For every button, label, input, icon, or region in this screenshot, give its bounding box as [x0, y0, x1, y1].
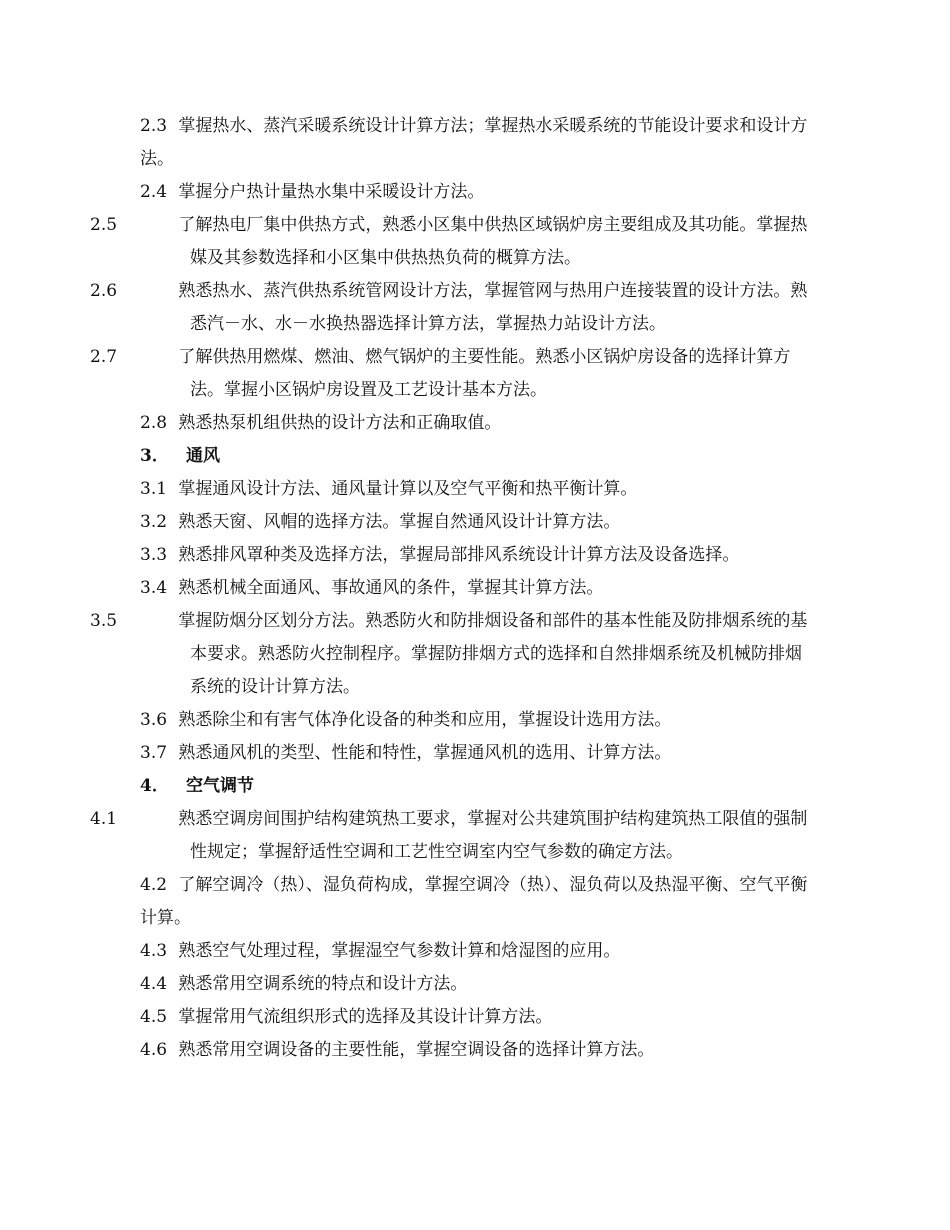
item-text: 熟悉机械全面通风、事故通风的条件，掌握其计算方法。: [178, 578, 604, 598]
item-text: 掌握防烟分区划分方法。熟悉防火和防排烟设备和部件的基本性能及防排烟系统的基本要求。熟悉防火控制程序。掌握防排烟方式的选择和自然排烟系统及机械防排烟系统的设计计算方法。: [178, 611, 808, 697]
item-number: 3.2: [140, 512, 168, 532]
item-number: 2.8: [140, 413, 168, 433]
item-text: 熟悉常用空调系统的特点和设计方法。: [178, 974, 468, 994]
item-text: 了解热电厂集中供热方式，熟悉小区集中供热区域锅炉房主要组成及其功能。掌握热媒及其参数选择和小区集中供热热负荷的概算方法。: [178, 215, 808, 268]
list-item-2-6: [90, 275, 812, 341]
list-item-2-7: [90, 341, 812, 407]
item-text: 了解供热用燃煤、燃油、燃气锅炉的主要性能。熟悉小区锅炉房设备的选择计算方法。掌握小区锅炉房设置及工艺设计基本方法。: [178, 347, 791, 400]
document-body: [90, 110, 812, 1067]
item-number: 4.2: [140, 875, 168, 895]
item-number: 2.6: [90, 281, 118, 301]
list-item-4-1: [90, 803, 812, 869]
section-title: 通风: [186, 446, 220, 466]
item-number: 4.3: [140, 941, 168, 961]
list-item-2-3: [140, 110, 812, 176]
item-number: 2.7: [90, 347, 118, 367]
section-number: 3．: [140, 446, 169, 466]
item-text: 掌握热水、蒸汽采暖系统设计计算方法；掌握热水采暖系统的节能设计要求和设计方法。: [140, 116, 808, 169]
item-number: 2.4: [140, 182, 168, 202]
item-number: 3.7: [140, 743, 168, 763]
section-number: 4．: [140, 776, 169, 796]
item-text: 熟悉常用空调设备的主要性能，掌握空调设备的选择计算方法。: [178, 1040, 655, 1060]
item-text: 掌握常用气流组织形式的选择及其设计计算方法。: [178, 1007, 553, 1027]
item-number: 3.5: [90, 611, 118, 631]
list-item-3-5: [90, 605, 812, 704]
item-number: 3.1: [140, 479, 168, 499]
item-text: 熟悉天窗、风帽的选择方法。掌握自然通风设计计算方法。: [178, 512, 621, 532]
list-item-3-1: [140, 473, 812, 506]
section-title: 空气调节: [186, 776, 254, 796]
list-item-4-5: [140, 1001, 812, 1034]
item-number: 2.5: [90, 215, 118, 235]
list-item-4-4: [140, 968, 812, 1001]
section-heading-ventilation: [140, 440, 812, 473]
list-item-2-5: [90, 209, 812, 275]
item-text: 熟悉空气处理过程，掌握湿空气参数计算和焓湿图的应用。: [178, 941, 621, 961]
list-item-3-3: [140, 539, 812, 572]
item-text: 掌握分户热计量热水集中采暖设计方法。: [178, 182, 485, 202]
item-number: 2.3: [140, 116, 168, 136]
item-number: 4.4: [140, 974, 168, 994]
item-text: 掌握通风设计方法、通风量计算以及空气平衡和热平衡计算。: [178, 479, 638, 499]
list-item-4-2: [140, 869, 812, 935]
list-item-2-4: [140, 176, 812, 209]
item-text: 熟悉通风机的类型、性能和特性，掌握通风机的选用、计算方法。: [178, 743, 672, 763]
item-number: 3.3: [140, 545, 168, 565]
list-item-3-2: [140, 506, 812, 539]
item-text: 熟悉热泵机组供热的设计方法和正确取值。: [178, 413, 502, 433]
item-text: 熟悉排风罩种类及选择方法，掌握局部排风系统设计计算方法及设备选择。: [178, 545, 740, 565]
item-number: 3.6: [140, 710, 168, 730]
item-number: 4.6: [140, 1040, 168, 1060]
item-text: 熟悉空调房间围护结构建筑热工要求，掌握对公共建筑围护结构建筑热工限值的强制性规定；掌握舒适性空调和工艺性空调室内空气参数的确定方法。: [178, 809, 808, 862]
list-item-3-7: [140, 737, 812, 770]
section-heading-air-conditioning: [140, 770, 812, 803]
item-text: 了解空调冷（热）、湿负荷构成，掌握空调冷（热）、湿负荷以及热湿平衡、空气平衡计算。: [140, 875, 808, 928]
list-item-2-8: [140, 407, 812, 440]
list-item-3-6: [140, 704, 812, 737]
item-text: 熟悉除尘和有害气体净化设备的种类和应用，掌握设计选用方法。: [178, 710, 672, 730]
list-item-3-4: [140, 572, 812, 605]
item-number: 4.1: [90, 809, 118, 829]
item-number: 4.5: [140, 1007, 168, 1027]
item-number: 3.4: [140, 578, 168, 598]
list-item-4-6: [140, 1034, 812, 1067]
item-text: 熟悉热水、蒸汽供热系统管网设计方法，掌握管网与热用户连接装置的设计方法。熟悉汽－水、水－水换热器选择计算方法，掌握热力站设计方法。: [178, 281, 808, 334]
list-item-4-3: [140, 935, 812, 968]
